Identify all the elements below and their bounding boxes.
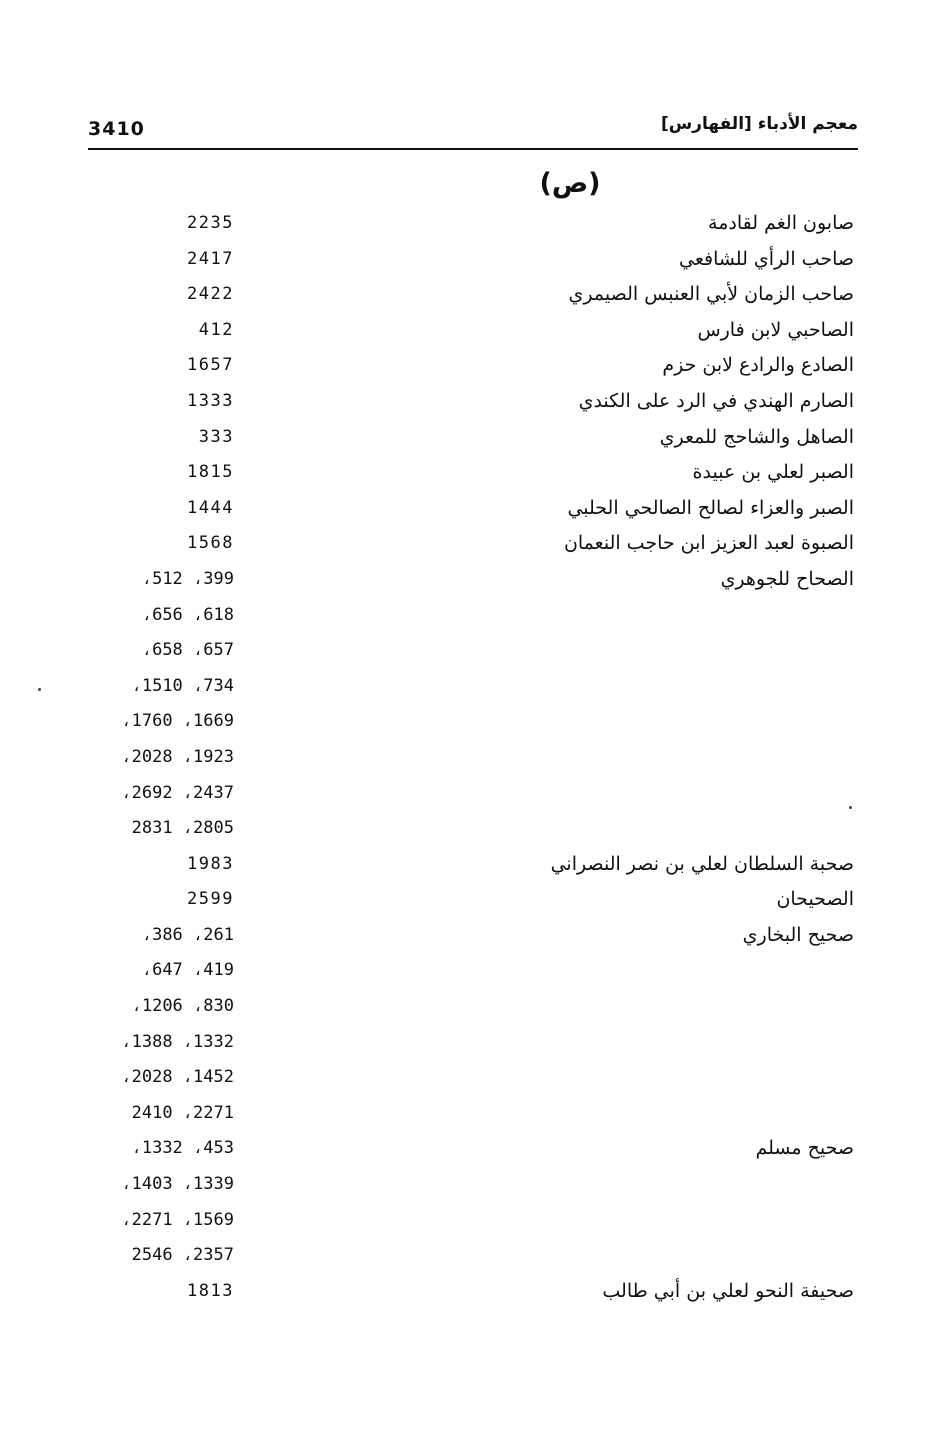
index-entry: [0, 672, 932, 708]
entry-title: الصبر لعلي بن عبيدة: [692, 461, 854, 484]
entry-page-refs: 1983: [187, 853, 234, 874]
entry-page-refs: 333: [198, 426, 234, 447]
entry-page-refs: 1923، 2028،: [121, 746, 234, 767]
index-entry: [0, 1134, 932, 1170]
running-title: معجم الأدباء [الفهارس]: [660, 114, 858, 134]
index-entry: [0, 601, 932, 637]
entry-page-refs: 1815: [187, 462, 234, 483]
entry-page-refs: 1452، 2028،: [121, 1067, 234, 1088]
entry-title: الصبر والعزاء لصالح الصالحي الحلبي: [567, 496, 854, 519]
index-entry: [0, 351, 932, 387]
entry-page-refs: 261، 386،: [141, 924, 234, 945]
entry-page-refs: 412: [198, 319, 234, 340]
index-entry: [0, 921, 932, 957]
index-entry: [0, 458, 932, 494]
entry-page-refs: 2805، 2831: [131, 818, 234, 839]
entry-title: صابون الغم لقادمة: [708, 212, 854, 234]
entry-title: الصبوة لعبد العزيز ابن حاجب النعمان: [563, 532, 854, 555]
entry-page-refs: 399، 512،: [141, 568, 234, 589]
index-entry: [0, 1170, 932, 1206]
index-entry: [0, 779, 932, 815]
entry-page-refs: 2422: [187, 284, 234, 305]
index-entry: [0, 1277, 932, 1313]
entry-title: الصاهل والشاحج للمعري: [659, 425, 854, 448]
entry-title: صاحب الزمان لأبي العنبس الصيمري: [568, 283, 854, 306]
index-entry: [0, 956, 932, 992]
entry-page-refs: 1332، 1388،: [121, 1031, 234, 1052]
section-heading: (ص): [539, 168, 601, 199]
entry-page-refs: 618، 656،: [141, 604, 234, 625]
index-entry: [0, 1099, 932, 1135]
index-entry: [0, 387, 932, 423]
entry-page-refs: 1669، 1760،: [121, 711, 234, 732]
entry-title: صحبة السلطان لعلي بن نصر النصراني: [550, 852, 854, 875]
index-entry: [0, 316, 932, 352]
entry-title: صاحب الرأي للشافعي: [678, 247, 854, 270]
index-entry: [0, 636, 932, 672]
print-speck: [38, 688, 41, 691]
index-entry: [0, 245, 932, 281]
entry-page-refs: 734، 1510،: [131, 675, 234, 696]
index-entry: [0, 494, 932, 530]
entry-page-refs: 2357، 2546: [131, 1245, 234, 1266]
index-entry: [0, 280, 932, 316]
index-entry: [0, 743, 932, 779]
entry-page-refs: 1657: [187, 355, 234, 376]
entry-page-refs: 1333: [187, 390, 234, 411]
entry-title: الصادع والرادع لابن حزم: [662, 354, 854, 377]
index-entry: [0, 1063, 932, 1099]
entry-page-refs: 2599: [187, 889, 234, 910]
page-header: [88, 112, 858, 150]
entry-page-refs: 419، 647،: [141, 960, 234, 981]
index-entry: [0, 423, 932, 459]
index-list: [0, 209, 932, 1312]
index-entry: [0, 992, 932, 1028]
index-entry: [0, 565, 932, 601]
entry-page-refs: 453، 1332،: [131, 1138, 234, 1159]
entry-page-refs: 2235: [187, 213, 234, 233]
entry-title: صحيفة النحو لعلي بن أبي طالب: [602, 1279, 854, 1302]
index-entry: [0, 1241, 932, 1277]
index-entry: [0, 1206, 932, 1242]
entry-title: الصحيحان: [776, 888, 854, 911]
entry-page-refs: 1444: [187, 497, 234, 518]
entry-page-refs: 1568: [187, 533, 234, 554]
entry-title: صحيح مسلم: [755, 1137, 854, 1160]
index-entry: [0, 885, 932, 921]
page-number: 3410: [88, 118, 145, 140]
entry-page-refs: 2437، 2692،: [121, 782, 234, 803]
entry-page-refs: 657، 658،: [141, 640, 234, 661]
entry-page-refs: 1813: [187, 1280, 234, 1301]
index-entry: [0, 1028, 932, 1064]
index-entry: [0, 814, 932, 850]
index-entry: [0, 707, 932, 743]
entry-title: الصارم الهندي في الرد على الكندي: [578, 389, 854, 412]
entry-page-refs: 2271، 2410: [131, 1102, 234, 1123]
index-entry: [0, 209, 932, 245]
print-speck: [849, 806, 852, 809]
entry-page-refs: 1339، 1403،: [121, 1174, 234, 1195]
entry-title: صحيح البخاري: [742, 923, 854, 946]
entry-title: الصاحبي لابن فارس: [697, 318, 854, 341]
entry-page-refs: 1569، 2271،: [121, 1209, 234, 1230]
index-entry: [0, 529, 932, 565]
entry-page-refs: 2417: [187, 248, 234, 269]
entry-title: الصحاح للجوهري: [720, 567, 854, 590]
index-entry: [0, 850, 932, 886]
entry-page-refs: 830، 1206،: [131, 996, 234, 1017]
